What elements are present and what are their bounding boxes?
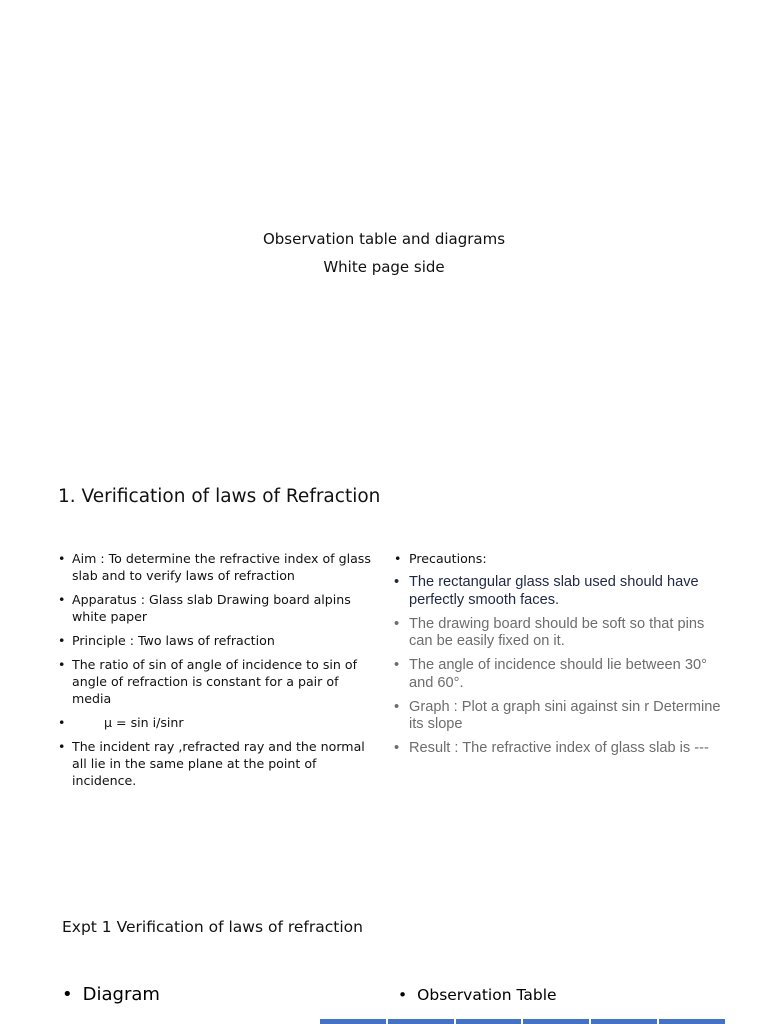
bullet-icon: • bbox=[58, 633, 66, 648]
table-header-cell bbox=[456, 1019, 524, 1024]
list-item bbox=[58, 591, 378, 625]
table-header-cell bbox=[388, 1019, 456, 1024]
observation-label: Observation Table bbox=[417, 986, 557, 1004]
principle-text: Principle : Two laws of refraction bbox=[72, 633, 275, 648]
precaution-angle-text: The angle of incidence should lie between 30° and 60°. bbox=[409, 657, 707, 691]
list-item bbox=[58, 714, 378, 731]
table-header-cell bbox=[320, 1019, 388, 1024]
bullet-icon: • bbox=[58, 551, 66, 566]
table-header-cell bbox=[659, 1019, 725, 1024]
formula-text: μ = sin i/sinr bbox=[104, 715, 184, 730]
ratio-text: The ratio of sin of angle of incidence to sin of angle of refraction is constant for a pair of media bbox=[72, 657, 358, 706]
bullet-icon: • bbox=[394, 551, 402, 566]
observation-heading bbox=[398, 986, 557, 1004]
right-bullet-list bbox=[394, 550, 724, 764]
bullet-icon: • bbox=[58, 592, 66, 607]
result-text: Result : The refractive index of glass slab is --- bbox=[409, 740, 709, 756]
left-bullet-list bbox=[58, 550, 378, 796]
bullet-icon: • bbox=[394, 740, 400, 756]
list-item bbox=[394, 699, 724, 734]
header-subtitle: White page side bbox=[323, 258, 445, 276]
bullet-icon: • bbox=[394, 657, 400, 673]
list-item bbox=[394, 657, 724, 692]
precautions-heading: Precautions: bbox=[409, 551, 487, 566]
list-item bbox=[394, 574, 724, 609]
list-item bbox=[58, 738, 378, 789]
bullet-icon: • bbox=[58, 715, 66, 730]
plane-text: The incident ray ,refracted ray and the normal all lie in the same plane at the point of incidence. bbox=[72, 739, 365, 788]
bullet-icon: • bbox=[58, 657, 66, 672]
bullet-icon: • bbox=[58, 739, 66, 754]
graph-text: Graph : Plot a graph sini against sin r Determine its slope bbox=[409, 698, 721, 732]
list-item bbox=[58, 550, 378, 584]
bullet-icon: • bbox=[398, 986, 408, 1004]
bullet-icon: • bbox=[394, 698, 400, 715]
experiment-title: Expt 1 Verification of laws of refraction bbox=[62, 918, 363, 936]
table-header-cell bbox=[591, 1019, 659, 1024]
list-item bbox=[394, 550, 724, 568]
header-title: Observation table and diagrams bbox=[262, 230, 506, 248]
table-header-cell bbox=[523, 1019, 591, 1024]
list-item bbox=[394, 740, 724, 758]
aim-text: Aim : To determine the refractive index of glass slab and to verify laws of refraction bbox=[72, 551, 371, 583]
list-item bbox=[58, 632, 378, 649]
diagram-heading bbox=[62, 984, 160, 1005]
list-item bbox=[394, 616, 724, 651]
bullet-icon: • bbox=[394, 615, 400, 632]
bullet-icon: • bbox=[394, 574, 400, 590]
section-title: 1. Verification of laws of Refraction bbox=[58, 486, 381, 507]
list-item bbox=[58, 656, 378, 707]
precaution-glass-text: The rectangular glass slab used should have perfectly smooth faces. bbox=[409, 574, 699, 608]
observation-table-header bbox=[320, 1019, 725, 1024]
apparatus-text: Apparatus : Glass slab Drawing board alpins white paper bbox=[72, 592, 351, 624]
bullet-icon: • bbox=[62, 984, 73, 1005]
precaution-board-text: The drawing board should be soft so that pins can be easily fixed on it. bbox=[409, 615, 705, 649]
diagram-label: Diagram bbox=[82, 984, 160, 1005]
